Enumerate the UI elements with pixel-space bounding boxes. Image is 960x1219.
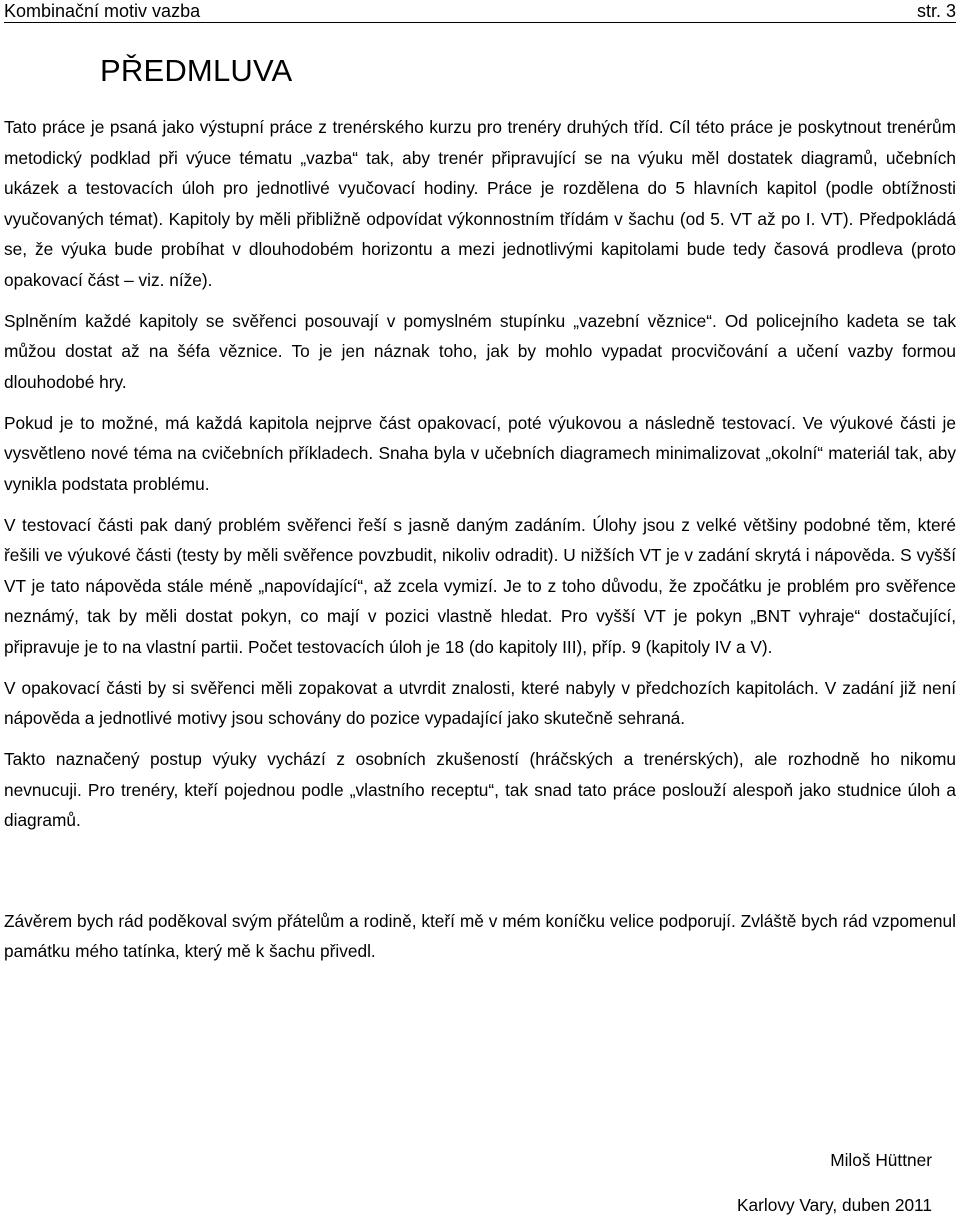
page-number: str. 3 (916, 1, 956, 21)
document-body (4, 112, 956, 967)
paragraph-approach: Takto naznačený postup výuky vychází z osobních zkušeností (hráčských a trenérských), ale rozhodně ho nikomu nevnucuji. Pro trenéry, kteří pojednou podle „vlastního receptu“, tak snad tato práce poslouží alespoň jako studnice úloh a diagramů. (4, 749, 956, 830)
author-name: Miloš Hüttner (830, 1150, 932, 1170)
paragraph-game: Splněním každé kapitoly se svěřenci posouvají v pomyslném stupínku „vazební věznice“. Od policejního kadeta se tak můžou dostat až na šéfa věznice. To je jen náznak toho, jak by mohlo vypadat procvičování a učení vazby formou dlouhodobé hry. (4, 310, 956, 392)
page-header (4, 0, 956, 23)
place-date: Karlovy Vary, duben 2011 (736, 1195, 932, 1215)
paragraph-test: V testovací části pak daný problém svěřenci řeší s jasně daným zadáním. Úlohy jsou z velké většiny podobné těm, které řešili ve výukové části (testy by měli svěřence povzbudit, nikoliv odradit). U nižších VT je v zadání skrytá i nápověda. S vyšší VT je tato nápověda stále méně „napovídající“, až zcela vymizí. Je to z toho důvodu, že zpočátku je problém pro svěřence neznámý, tak by měli dostat pokyn, co mají v pozici vlastně hledat. Pro vyšší VT je pokyn „BNT vyhraje“ dostačující, připravuje je to na vlastní partii. Počet testovacích úloh je 18 (do kapitoly III), příp. 9 (kapitoly IV a V). (4, 514, 956, 657)
paragraph-intro: Tato práce je psaná jako výstupní práce z trenérského kurzu pro trenéry druhých tříd. Cíl této práce je poskytnout trenérům metodický podklad při výuce tématu „vazba“ tak, aby trenér připravující se na výuku měl dostatek diagramů, učebních ukázek a testovacích úloh pro jednotlivé vyučovací hodiny. Práce je rozdělena do 5 hlavních kapitol (podle obtížnosti vyučovaných témat). Kapitoly by měli přibližně odpovídat výkonnostním třídám v šachu (od 5. VT až po I. VT). Předpokládá se, že výuka bude probíhat v dlouhodobém horizontu a mezi jednotlivými kapitolami bude tedy časová prodleva (proto opakovací část – viz. níže). (4, 117, 956, 290)
header-title: Kombinační motiv vazba (4, 1, 201, 21)
paragraph-review: V opakovací části by si svěřenci měli zopakovat a utvrdit znalosti, které nabyly v předchozích kapitolách. V zadání již není nápověda a jednotlivé motivy jsou schovány do pozice vypadající jako skutečně sehraná. (4, 677, 956, 728)
paragraph-structure: Pokud je to možné, má každá kapitola nejprve část opakovací, poté výukovou a následně testovací. Ve výukové části je vysvětleno nové téma na cvičebních příkladech. Snaha byla v učebních diagramech minimalizovat „okolní“ materiál tak, aby vynikla podstata problému. (4, 412, 956, 494)
page-title: PŘEDMLUVA (100, 53, 293, 88)
paragraph-thanks: Závěrem bych rád poděkoval svým přátelům a rodině, kteří mě v mém koníčku velice podporují. Zvláště bych rád vzpomenul památku mého tatínka, který mě k šachu přivedl. (4, 910, 956, 961)
